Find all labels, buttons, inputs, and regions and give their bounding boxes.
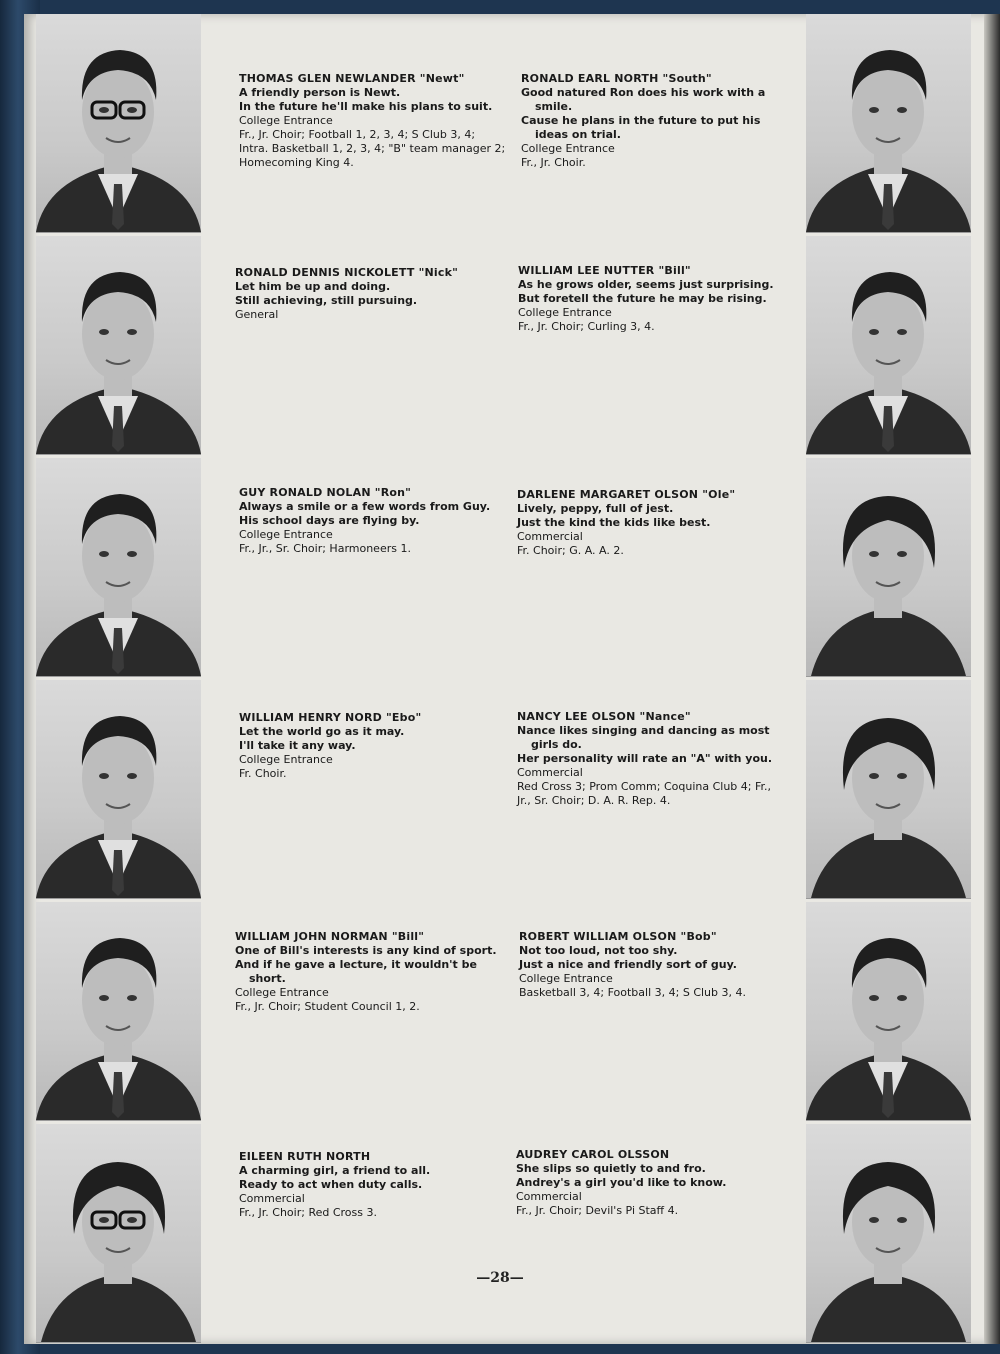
student-bio xyxy=(235,930,503,1014)
student-name: WILLIAM JOHN NORMAN "Bill" xyxy=(235,930,425,943)
student-portrait-photo xyxy=(36,680,201,899)
student-course: College Entrance xyxy=(235,986,329,999)
student-activities: Fr., Jr. Choir; Student Council 1, 2. xyxy=(235,1000,420,1013)
student-name: NANCY LEE OLSON "Nance" xyxy=(517,710,691,723)
student-name: WILLIAM HENRY NORD "Ebo" xyxy=(239,711,422,724)
student-portrait-photo xyxy=(36,1124,201,1343)
student-verse-line: One of Bill's interests is any kind of sport. xyxy=(235,944,497,957)
student-verse-line: Just the kind the kids like best. xyxy=(517,516,711,529)
student-portrait-photo xyxy=(806,236,971,455)
student-portrait-photo xyxy=(806,1124,971,1343)
student-portrait-photo xyxy=(36,14,201,233)
student-verse-line: A charming girl, a friend to all. xyxy=(239,1164,431,1177)
student-portrait-photo xyxy=(806,680,971,899)
student-verse-line: She slips so quietly to and fro. xyxy=(516,1162,706,1175)
student-verse-line: But foretell the future he may be rising. xyxy=(518,292,767,305)
student-verse-line: A friendly person is Newt. xyxy=(239,86,401,99)
student-activities: Red Cross 3; Prom Comm; Coquina Club 4; Fr., Jr., Sr. Choir; D. A. R. Rep. 4. xyxy=(517,780,772,807)
student-activities: Fr., Jr. Choir; Devil's Pi Staff 4. xyxy=(516,1204,679,1217)
student-verse-line: Still achieving, still pursuing. xyxy=(235,294,418,307)
student-bio xyxy=(517,710,785,808)
student-verse-line: Let the world go as it may. xyxy=(239,725,405,738)
student-activities: Fr., Jr. Choir; Curling 3, 4. xyxy=(518,320,655,333)
student-portrait-photo xyxy=(806,458,971,677)
student-course: Commercial xyxy=(239,1192,305,1205)
student-verse-line: As he grows older, seems just surprising. xyxy=(518,278,774,291)
student-name: RONALD DENNIS NICKOLETT "Nick" xyxy=(235,266,459,279)
student-course: College Entrance xyxy=(239,528,333,541)
page-number: —28— xyxy=(476,1270,524,1286)
student-portrait-photo xyxy=(36,902,201,1121)
student-verse-line: Just a nice and friendly sort of guy. xyxy=(519,958,737,971)
student-verse-line: Not too loud, not too shy. xyxy=(519,944,678,957)
student-verse-line: Her personality will rate an "A" with you. xyxy=(517,752,773,765)
student-course: Commercial xyxy=(517,530,583,543)
student-verse-line: His school days are flying by. xyxy=(239,514,420,527)
student-activities: Fr., Jr. Choir; Red Cross 3. xyxy=(239,1206,377,1219)
student-bio xyxy=(235,266,503,322)
student-verse-line: Cause he plans in the future to put his ideas on trial. xyxy=(521,114,761,141)
student-bio xyxy=(517,488,785,558)
student-portrait-photo xyxy=(36,236,201,455)
student-verse-line: Nance likes singing and dancing as most girls do. xyxy=(517,724,770,751)
student-verse-line: Always a smile or a few words from Guy. xyxy=(239,500,491,513)
student-name: ROBERT WILLIAM OLSON "Bob" xyxy=(519,930,717,943)
student-bio xyxy=(519,930,787,1000)
student-activities: Fr., Jr., Sr. Choir; Harmoneers 1. xyxy=(239,542,411,555)
page-edge xyxy=(984,14,1000,1344)
student-course: General xyxy=(235,308,279,321)
student-bio xyxy=(239,711,507,781)
student-name: DARLENE MARGARET OLSON "Ole" xyxy=(517,488,736,501)
student-portrait-photo xyxy=(36,458,201,677)
student-name: AUDREY CAROL OLSSON xyxy=(516,1148,670,1161)
student-portrait-photo xyxy=(806,902,971,1121)
student-portrait-photo xyxy=(806,14,971,233)
student-verse-line: In the future he'll make his plans to suit. xyxy=(239,100,493,113)
student-course: Commercial xyxy=(516,1190,582,1203)
student-verse-line: Lively, peppy, full of jest. xyxy=(517,502,674,515)
student-activities: Basketball 3, 4; Football 3, 4; S Club 3, 4. xyxy=(519,986,746,999)
student-name: RONALD EARL NORTH "South" xyxy=(521,72,712,85)
student-course: Commercial xyxy=(517,766,583,779)
student-bio xyxy=(518,264,786,334)
student-bio xyxy=(239,72,507,170)
student-verse-line: Let him be up and doing. xyxy=(235,280,391,293)
student-activities: Fr. Choir; G. A. A. 2. xyxy=(517,544,624,557)
student-name: GUY RONALD NOLAN "Ron" xyxy=(239,486,412,499)
student-bio xyxy=(521,72,789,170)
student-bio xyxy=(239,1150,507,1220)
student-course: College Entrance xyxy=(239,753,333,766)
student-course: College Entrance xyxy=(239,114,333,127)
student-course: College Entrance xyxy=(519,972,613,985)
student-course: College Entrance xyxy=(518,306,612,319)
student-name: EILEEN RUTH NORTH xyxy=(239,1150,371,1163)
student-verse-line: And if he gave a lecture, it wouldn't be short. xyxy=(235,958,477,985)
student-verse-line: I'll take it any way. xyxy=(239,739,356,752)
student-name: THOMAS GLEN NEWLANDER "Newt" xyxy=(239,72,465,85)
student-name: WILLIAM LEE NUTTER "Bill" xyxy=(518,264,691,277)
student-verse-line: Andrey's a girl you'd like to know. xyxy=(516,1176,727,1189)
student-verse-line: Good natured Ron does his work with a smile. xyxy=(521,86,766,113)
student-bio xyxy=(239,486,507,556)
student-course: College Entrance xyxy=(521,142,615,155)
student-activities: Fr., Jr. Choir; Football 1, 2, 3, 4; S Club 3, 4; Intra. Basketball 1, 2, 3, 4; "B" team manager 2; Homecoming King 4. xyxy=(239,128,506,169)
student-activities: Fr., Jr. Choir. xyxy=(521,156,586,169)
student-bio xyxy=(516,1148,784,1218)
student-activities: Fr. Choir. xyxy=(239,767,287,780)
student-verse-line: Ready to act when duty calls. xyxy=(239,1178,423,1191)
